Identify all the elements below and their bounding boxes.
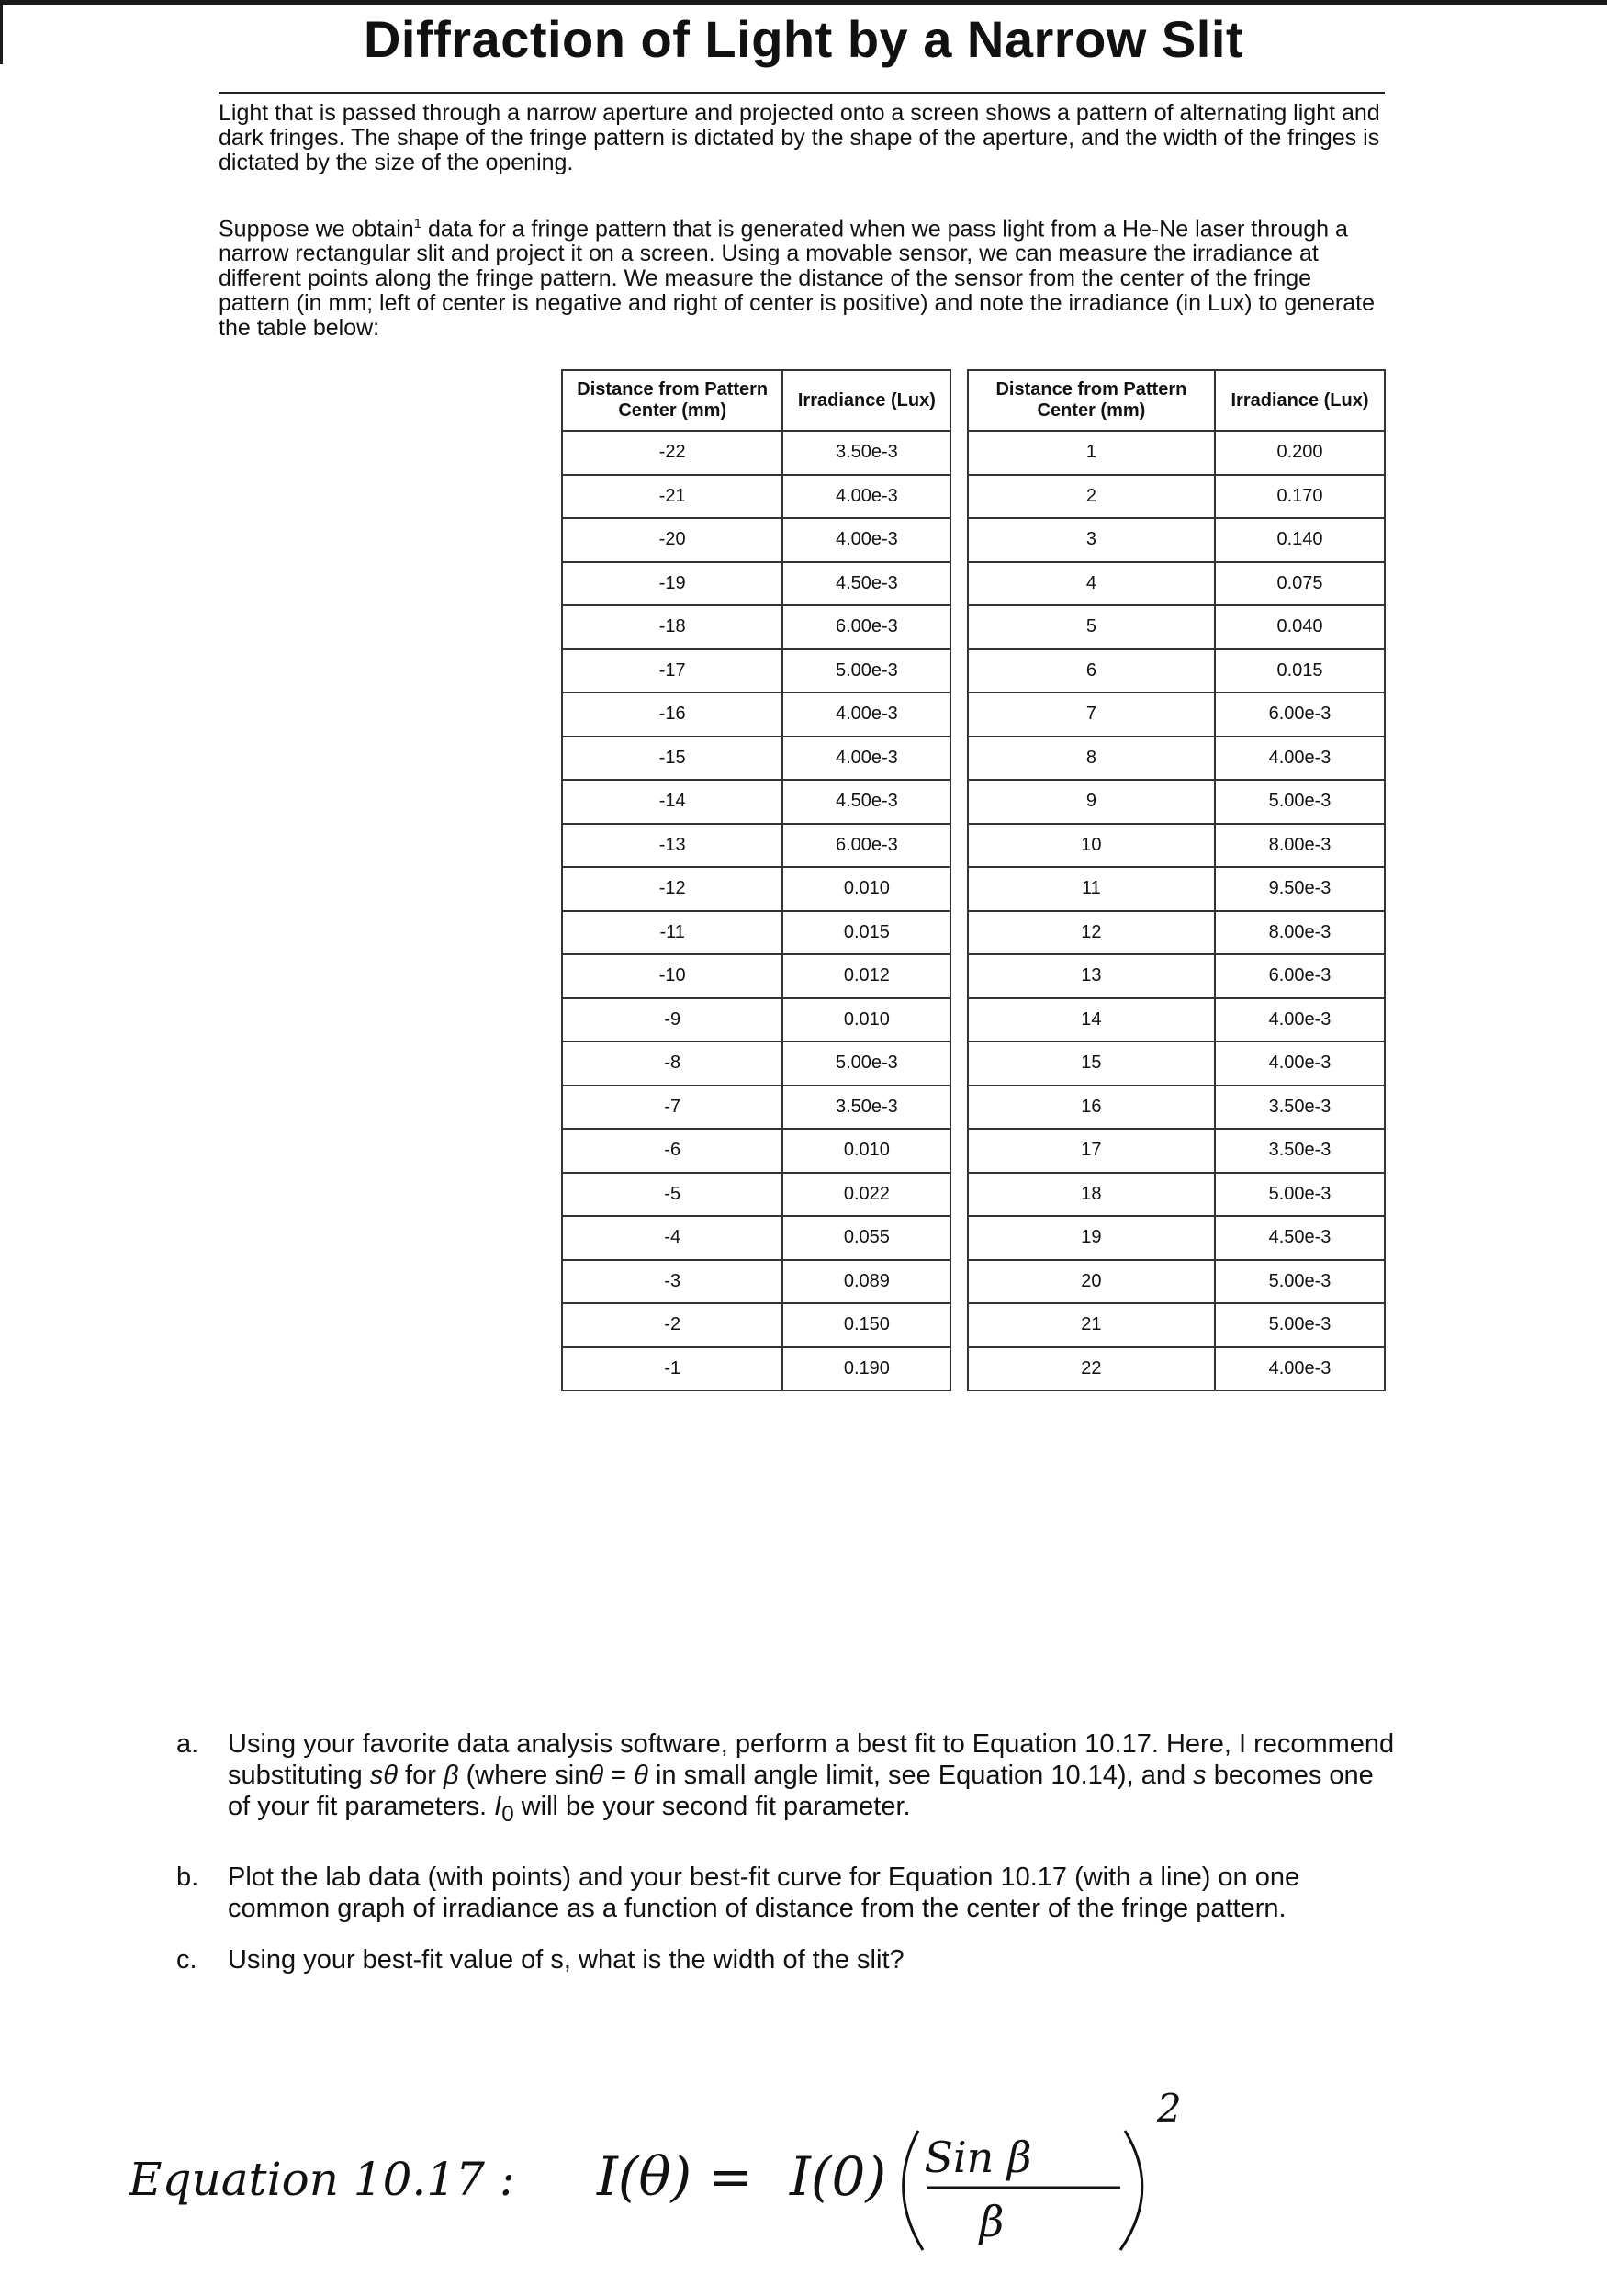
column-gap bbox=[950, 1260, 967, 1304]
cell-irradiance-right: 3.50e-3 bbox=[1215, 1129, 1385, 1173]
irradiance-data-table bbox=[561, 369, 1386, 1391]
column-gap bbox=[950, 475, 967, 519]
question-list bbox=[176, 1728, 1398, 2007]
cell-irradiance-right: 0.170 bbox=[1215, 475, 1385, 519]
cell-distance-right: 6 bbox=[968, 649, 1215, 693]
table-row bbox=[562, 1303, 1385, 1347]
equation-exponent: 2 bbox=[1157, 2086, 1182, 2131]
table-row bbox=[562, 518, 1385, 562]
cell-distance-right: 15 bbox=[968, 1041, 1215, 1086]
cell-irradiance-left: 6.00e-3 bbox=[782, 824, 950, 868]
header-distance-right: Distance from Pattern Center (mm) bbox=[968, 370, 1215, 431]
equation-denominator: β bbox=[979, 2197, 1005, 2246]
cell-distance-right: 17 bbox=[968, 1129, 1215, 1173]
cell-irradiance-right: 5.00e-3 bbox=[1215, 780, 1385, 824]
cell-irradiance-left: 4.00e-3 bbox=[782, 692, 950, 737]
column-gap bbox=[950, 649, 967, 693]
qa-var-i: I bbox=[494, 1792, 502, 1821]
column-gap bbox=[950, 518, 967, 562]
column-gap bbox=[950, 1041, 967, 1086]
column-gap bbox=[950, 1086, 967, 1130]
cell-irradiance-right: 0.075 bbox=[1215, 562, 1385, 606]
cell-distance-left: -10 bbox=[562, 954, 782, 998]
setup-text-rest: data for a fringe pattern that is generated when we pass light from a He-Ne laser through a narrow rectangular slit and project it on a screen. Using a movable sensor, we can measure the irradiance at different points along the fringe pattern. We measure the distance of the sensor from the center of the fringe pattern (in mm; left of center is negative and right of center is positive) and note the irradiance (in Lux) to generate the table below: bbox=[219, 216, 1376, 342]
cell-distance-right: 14 bbox=[968, 998, 1215, 1042]
table-row bbox=[562, 649, 1385, 693]
column-gap bbox=[950, 954, 967, 998]
column-gap bbox=[950, 562, 967, 606]
cell-irradiance-right: 8.00e-3 bbox=[1215, 911, 1385, 955]
cell-irradiance-left: 4.00e-3 bbox=[782, 737, 950, 781]
cell-irradiance-right: 0.200 bbox=[1215, 431, 1385, 475]
cell-irradiance-left: 0.015 bbox=[782, 911, 950, 955]
cell-distance-right: 5 bbox=[968, 605, 1215, 649]
cell-irradiance-right: 0.015 bbox=[1215, 649, 1385, 693]
table-row bbox=[562, 1041, 1385, 1086]
cell-irradiance-left: 0.055 bbox=[782, 1216, 950, 1260]
cell-irradiance-right: 5.00e-3 bbox=[1215, 1260, 1385, 1304]
column-gap bbox=[950, 1347, 967, 1391]
qa-text-3: (where sin bbox=[458, 1761, 590, 1790]
cell-distance-right: 1 bbox=[968, 431, 1215, 475]
cell-distance-left: -19 bbox=[562, 562, 782, 606]
cell-irradiance-left: 0.010 bbox=[782, 998, 950, 1042]
table-row bbox=[562, 1216, 1385, 1260]
cell-distance-right: 12 bbox=[968, 911, 1215, 955]
column-gap bbox=[950, 780, 967, 824]
question-c-text: Using your best-fit value of s, what is the width of the slit? bbox=[228, 1944, 905, 1975]
column-gap bbox=[950, 867, 967, 911]
table-row bbox=[562, 1173, 1385, 1217]
cell-irradiance-right: 6.00e-3 bbox=[1215, 692, 1385, 737]
cell-irradiance-right: 8.00e-3 bbox=[1215, 824, 1385, 868]
cell-distance-left: -4 bbox=[562, 1216, 782, 1260]
cell-irradiance-left: 0.190 bbox=[782, 1347, 950, 1391]
cell-irradiance-right: 3.50e-3 bbox=[1215, 1086, 1385, 1130]
cell-distance-left: -11 bbox=[562, 911, 782, 955]
table-row bbox=[562, 954, 1385, 998]
column-gap bbox=[950, 911, 967, 955]
cell-distance-left: -5 bbox=[562, 1173, 782, 1217]
table-row bbox=[562, 1129, 1385, 1173]
cell-irradiance-left: 0.022 bbox=[782, 1173, 950, 1217]
cell-irradiance-right: 6.00e-3 bbox=[1215, 954, 1385, 998]
cell-distance-right: 4 bbox=[968, 562, 1215, 606]
cell-irradiance-left: 5.00e-3 bbox=[782, 649, 950, 693]
intro-paragraph: Light that is passed through a narrow aperture and projected onto a screen shows a pattern of alternating light and dark fringes. The shape of the fringe pattern is dictated by the shape of the aperture, and the width of the fringes is dictated by the size of the opening. bbox=[219, 100, 1380, 175]
header-irradiance-left: Irradiance (Lux) bbox=[782, 370, 950, 431]
cell-distance-left: -3 bbox=[562, 1260, 782, 1304]
qa-sub-0: 0 bbox=[501, 1801, 514, 1827]
question-b-label: b. bbox=[176, 1862, 199, 1892]
cell-distance-left: -12 bbox=[562, 867, 782, 911]
header-distance-left: Distance from Pattern Center (mm) bbox=[562, 370, 782, 431]
table-row bbox=[562, 780, 1385, 824]
equation-lhs: I(θ) = bbox=[597, 2145, 754, 2208]
cell-distance-left: -2 bbox=[562, 1303, 782, 1347]
cell-distance-right: 20 bbox=[968, 1260, 1215, 1304]
cell-distance-right: 18 bbox=[968, 1173, 1215, 1217]
cell-distance-right: 3 bbox=[968, 518, 1215, 562]
cell-distance-right: 2 bbox=[968, 475, 1215, 519]
cell-distance-left: -17 bbox=[562, 649, 782, 693]
cell-irradiance-right: 4.00e-3 bbox=[1215, 1347, 1385, 1391]
cell-irradiance-left: 3.50e-3 bbox=[782, 431, 950, 475]
qa-var-s-theta: sθ bbox=[369, 1761, 398, 1790]
cell-irradiance-right: 0.140 bbox=[1215, 518, 1385, 562]
left-paren bbox=[904, 2131, 923, 2250]
cell-irradiance-left: 4.00e-3 bbox=[782, 475, 950, 519]
title-rule bbox=[219, 92, 1385, 94]
column-gap bbox=[950, 1173, 967, 1217]
table-row bbox=[562, 431, 1385, 475]
setup-text-start: Suppose we obtain bbox=[219, 216, 414, 242]
table-row bbox=[562, 737, 1385, 781]
cell-irradiance-left: 4.50e-3 bbox=[782, 562, 950, 606]
cell-distance-left: -8 bbox=[562, 1041, 782, 1086]
cell-irradiance-left: 0.150 bbox=[782, 1303, 950, 1347]
column-gap bbox=[950, 370, 967, 431]
qa-var-beta: β bbox=[443, 1761, 459, 1790]
cell-distance-left: -22 bbox=[562, 431, 782, 475]
qa-text-6: becomes one of your fit parameters. bbox=[228, 1761, 1374, 1821]
cell-irradiance-left: 6.00e-3 bbox=[782, 605, 950, 649]
cell-distance-right: 19 bbox=[968, 1216, 1215, 1260]
table-row bbox=[562, 1347, 1385, 1391]
question-a bbox=[176, 1728, 1398, 1830]
column-gap bbox=[950, 692, 967, 737]
cell-distance-left: -6 bbox=[562, 1129, 782, 1173]
question-a-text bbox=[228, 1729, 1395, 1827]
cell-irradiance-right: 4.00e-3 bbox=[1215, 1041, 1385, 1086]
cell-distance-left: -1 bbox=[562, 1347, 782, 1391]
column-gap bbox=[950, 737, 967, 781]
cell-distance-right: 9 bbox=[968, 780, 1215, 824]
cell-distance-right: 21 bbox=[968, 1303, 1215, 1347]
qa-text-4: = bbox=[603, 1761, 635, 1790]
qa-text-7: will be your second fit parameter. bbox=[513, 1792, 911, 1821]
cell-irradiance-left: 5.00e-3 bbox=[782, 1041, 950, 1086]
qa-var-s: s bbox=[1193, 1761, 1207, 1790]
table-row bbox=[562, 911, 1385, 955]
question-b bbox=[176, 1862, 1398, 1924]
table-row bbox=[562, 475, 1385, 519]
top-border-line bbox=[0, 0, 1607, 5]
cell-distance-right: 22 bbox=[968, 1347, 1215, 1391]
cell-irradiance-right: 4.00e-3 bbox=[1215, 998, 1385, 1042]
column-gap bbox=[950, 998, 967, 1042]
cell-irradiance-right: 4.50e-3 bbox=[1215, 1216, 1385, 1260]
cell-distance-left: -15 bbox=[562, 737, 782, 781]
cell-distance-left: -9 bbox=[562, 998, 782, 1042]
equation-numerator: Sin β bbox=[924, 2133, 1032, 2182]
cell-irradiance-right: 0.040 bbox=[1215, 605, 1385, 649]
table-row bbox=[562, 998, 1385, 1042]
cell-distance-left: -14 bbox=[562, 780, 782, 824]
table-row bbox=[562, 605, 1385, 649]
cell-distance-right: 16 bbox=[968, 1086, 1215, 1130]
qa-text-1: Using your favorite data analysis software, perform a best fit to Equation 10.17. Here, I recommend substituting bbox=[228, 1729, 1395, 1790]
question-c-label: c. bbox=[176, 1944, 197, 1975]
cell-irradiance-left: 4.50e-3 bbox=[782, 780, 950, 824]
column-gap bbox=[950, 605, 967, 649]
qa-text-5: in small angle limit, see Equation 10.14), and bbox=[647, 1761, 1194, 1790]
cell-distance-right: 8 bbox=[968, 737, 1215, 781]
question-b-text: Plot the lab data (with points) and your best-fit curve for Equation 10.17 (with a line) on one common graph of irradiance as a function of distance from the center of the fringe pattern. bbox=[228, 1862, 1300, 1923]
column-gap bbox=[950, 1129, 967, 1173]
equation-label: Equation 10.17 : bbox=[129, 2153, 515, 2206]
cell-irradiance-right: 5.00e-3 bbox=[1215, 1303, 1385, 1347]
table-row bbox=[562, 824, 1385, 868]
setup-paragraph bbox=[219, 211, 1385, 341]
qa-var-theta: θ bbox=[589, 1761, 604, 1790]
table-row bbox=[562, 1086, 1385, 1130]
question-c bbox=[176, 1944, 1398, 1975]
qa-text-2: for bbox=[398, 1761, 444, 1790]
cell-distance-left: -20 bbox=[562, 518, 782, 562]
cell-distance-left: -13 bbox=[562, 824, 782, 868]
qa-var-theta-2: θ bbox=[634, 1761, 648, 1790]
column-gap bbox=[950, 431, 967, 475]
table-row bbox=[562, 1260, 1385, 1304]
handwritten-equation bbox=[129, 2085, 1231, 2268]
cell-irradiance-left: 0.010 bbox=[782, 1129, 950, 1173]
table-row bbox=[562, 692, 1385, 737]
cell-irradiance-right: 4.00e-3 bbox=[1215, 737, 1385, 781]
cell-irradiance-left: 0.089 bbox=[782, 1260, 950, 1304]
cell-distance-right: 11 bbox=[968, 867, 1215, 911]
cell-distance-right: 7 bbox=[968, 692, 1215, 737]
cell-distance-left: -16 bbox=[562, 692, 782, 737]
equation-coefficient: I(0) bbox=[790, 2145, 887, 2208]
cell-irradiance-left: 3.50e-3 bbox=[782, 1086, 950, 1130]
cell-irradiance-left: 0.010 bbox=[782, 867, 950, 911]
header-irradiance-right: Irradiance (Lux) bbox=[1215, 370, 1385, 431]
right-paren bbox=[1120, 2131, 1142, 2250]
column-gap bbox=[950, 824, 967, 868]
column-gap bbox=[950, 1303, 967, 1347]
cell-distance-left: -7 bbox=[562, 1086, 782, 1130]
cell-distance-left: -18 bbox=[562, 605, 782, 649]
page-title: Diffraction of Light by a Narrow Slit bbox=[363, 10, 1244, 68]
table-row bbox=[562, 562, 1385, 606]
column-gap bbox=[950, 1216, 967, 1260]
cell-distance-right: 13 bbox=[968, 954, 1215, 998]
cell-distance-left: -21 bbox=[562, 475, 782, 519]
table-body bbox=[562, 431, 1385, 1390]
cell-irradiance-left: 0.012 bbox=[782, 954, 950, 998]
footnote-marker: 1 bbox=[413, 216, 422, 231]
question-a-label: a. bbox=[176, 1729, 199, 1759]
cell-irradiance-right: 9.50e-3 bbox=[1215, 867, 1385, 911]
cell-irradiance-right: 5.00e-3 bbox=[1215, 1173, 1385, 1217]
table-header-row bbox=[562, 370, 1385, 431]
cell-distance-right: 10 bbox=[968, 824, 1215, 868]
table-row bbox=[562, 867, 1385, 911]
cell-irradiance-left: 4.00e-3 bbox=[782, 518, 950, 562]
